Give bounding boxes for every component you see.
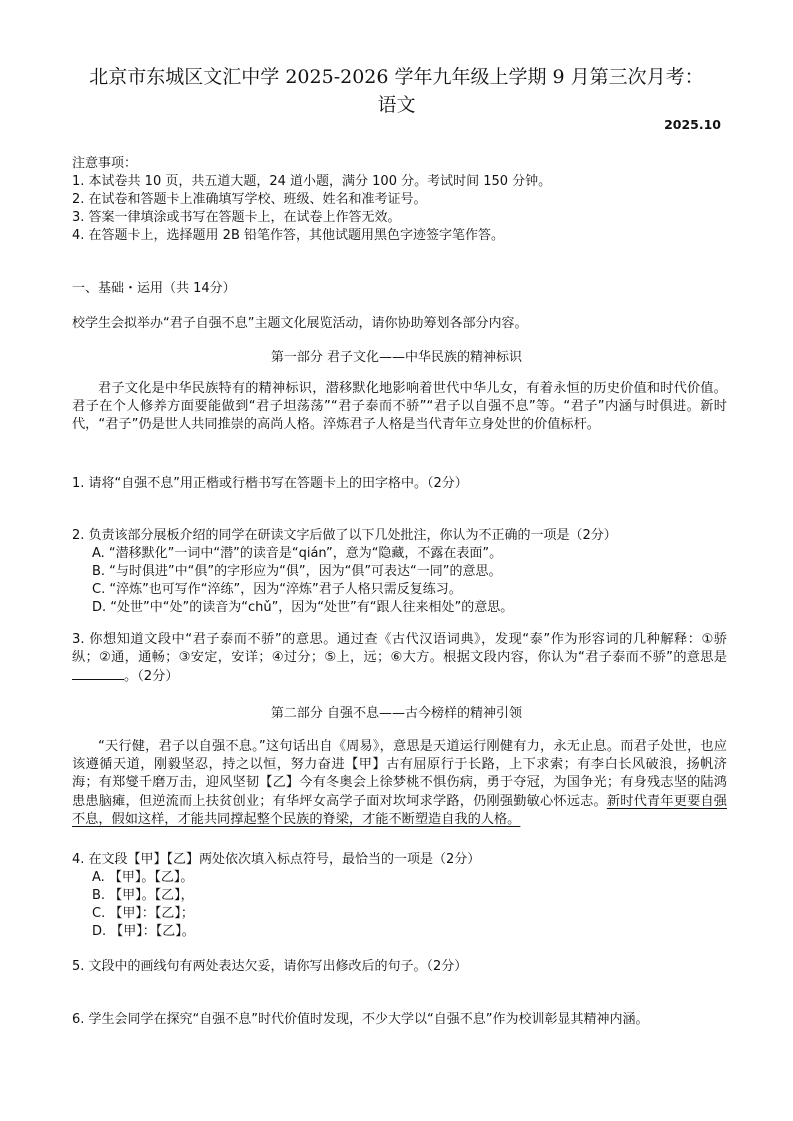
exam-title: 北京市东城区文汇中学 2025-2026 学年九年级上学期 9 月第三次月考： bbox=[89, 66, 704, 88]
question-4-option-d: D. 【甲】：【乙】。 bbox=[92, 924, 195, 939]
question-5: 5. 文段中的画线句有两处表达欠妥，请你写出修改后的句子。（2分） bbox=[72, 959, 468, 974]
question-3-score: 。（2分） bbox=[124, 669, 179, 685]
question-4-option-a: A. 【甲】。【乙】。 bbox=[92, 870, 194, 885]
question-2-option-c: C. “淬炼”也可写作“淬练”，因为“淬炼”君子人格只需反复练习。 bbox=[92, 582, 462, 597]
part1-paragraph: 君子文化是中华民族特有的精神标识，潜移默化地影响着世代中华儿女，有着永恒的历史价值和时代价值。君子在个人修养方面要能做到“君子坦荡荡”“君子泰而不骄”“君子以自强不息”等。“君子”内涵与时俱进。新时代，“君子”仍是世人共同推崇的高尚人格。淬炼君子人格是当代青年立身处世的价值标杆。 bbox=[72, 381, 727, 433]
part2-text: “天行健，君子以自强不息。”这句话出自《周易》，意思是天道运行刚健有力，永无止息。而君子处世，也应该遵循天道，刚毅坚忍，持之以恒，努力奋进【甲】古有屈原行于长路，上下求索；有李白长风破浪，扬帆济海；有郑燮千磨万击，迎风坚韧【乙】今有冬奥会上徐梦桃不惧伤病，勇于夺冠，为国争光；有身残志坚的陆鸿患患脑瘫，但逆流而上扶贫创业；有华坪女高学子面对坎坷求学路，仍刚强勤敏心怀远志。 bbox=[72, 739, 727, 809]
section-heading: 一、基础・运用（共 14分） bbox=[72, 281, 236, 296]
underlined-sentence: 新时代青年更要自强不息，假如这样，才能共同撑起整个民族的脊梁，才能不断塑造自我的人格。 bbox=[72, 793, 727, 827]
question-4-option-c: C. 【甲】：【乙】； bbox=[92, 906, 194, 921]
exam-date: 2025.10 bbox=[664, 117, 721, 132]
question-6: 6. 学生会同学在探究“自强不息”时代价值时发现，不少大学以“自强不息”作为校训彰显其精神内涵。 bbox=[72, 1012, 649, 1027]
answer-blank bbox=[72, 667, 124, 680]
part2-title: 第二部分 自强不息——古今榜样的精神引领 bbox=[270, 706, 523, 721]
question-2-option-a: A. “潜移默化”一词中“潜”的读音是“qián”，意为“隐藏，不露在表面”。 bbox=[92, 546, 503, 561]
question-2-stem: 2. 负责该部分展板介绍的同学在研读文字后做了以下几处批注，你认为不正确的一项是（2分） bbox=[72, 528, 617, 543]
question-3 bbox=[72, 631, 727, 687]
notice-item: 1. 本试卷共 10 页，共五道大题，24 道小题，满分 100 分。考试时间 150 分钟。 bbox=[72, 174, 552, 189]
exam-subject: 语文 bbox=[377, 94, 416, 116]
section-intro: 校学生会拟举办“君子自强不息”主题文化展览活动，请你协助筹划各部分内容。 bbox=[72, 316, 528, 331]
question-3-text: 3. 你想知道文段中“君子泰而不骄”的意思。通过查《古代汉语词典》，发现“泰”作为形容词的几种解释：①骄纵；②通，通畅；③安定，安详；④过分；⑤上，远；⑥大方。根据文段内容，你认为“君子泰而不骄”的意思是 bbox=[72, 632, 727, 666]
notice-heading: 注意事项： bbox=[72, 156, 138, 171]
notice-item: 3. 答案一律填涂或书写在答题卡上，在试卷上作答无效。 bbox=[72, 210, 401, 225]
question-2-option-b: B. “与时俱进”中“俱”的字形应为“俱”，因为“俱”可表达“一同”的意思。 bbox=[92, 564, 502, 579]
question-1: 1. 请将“自强不息”用正楷或行楷书写在答题卡上的田字格中。（2分） bbox=[72, 476, 468, 491]
question-4-stem: 4. 在文段【甲】【乙】两处依次填入标点符号，最恰当的一项是（2分） bbox=[72, 852, 481, 867]
part2-paragraph bbox=[72, 738, 727, 829]
part1-title: 第一部分 君子文化——中华民族的精神标识 bbox=[270, 350, 523, 365]
question-2-option-d: D. “处世”中“处”的读音为“chǔ”，因为“处世”有“跟人往来相处”的意思。 bbox=[92, 600, 514, 615]
question-4-option-b: B. 【甲】。【乙】， bbox=[92, 888, 194, 903]
notice-item: 2. 在试卷和答题卡上准确填写学校、班级、姓名和准考证号。 bbox=[72, 192, 427, 207]
notice-item: 4. 在答题卡上，选择题用 2B 铅笔作答，其他试题用黑色字迹签字笔作答。 bbox=[72, 228, 504, 243]
